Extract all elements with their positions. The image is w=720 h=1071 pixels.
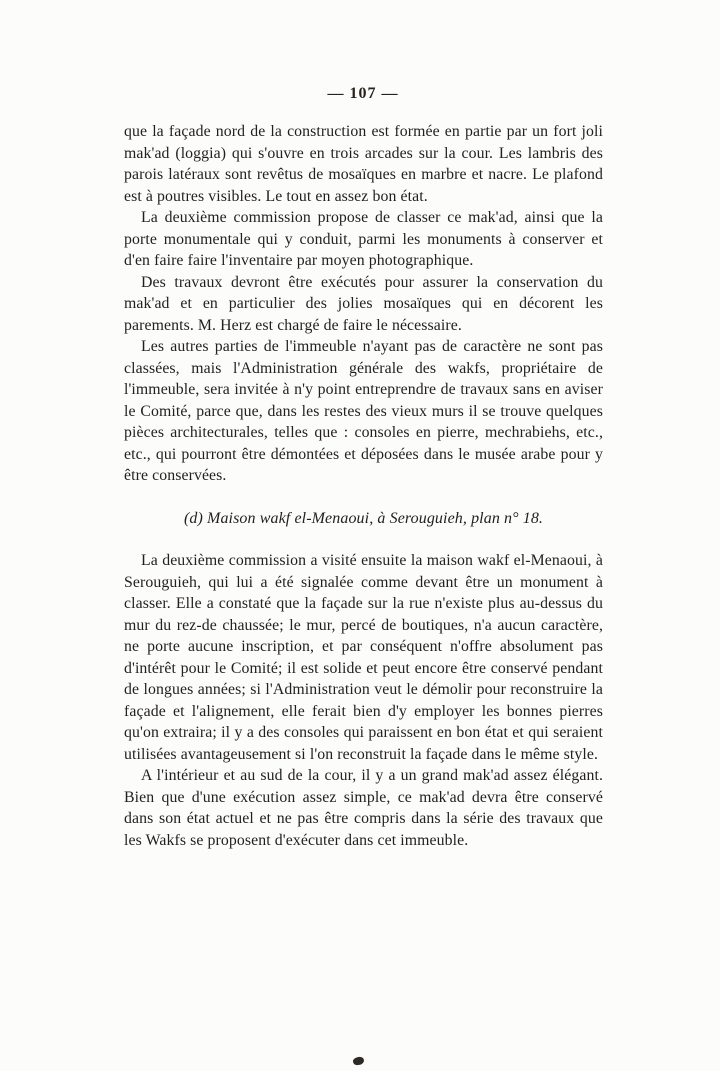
body-paragraph-4: Les autres parties de l'immeuble n'ayant pas de caractère ne sont pas classées, mais l'Administration générale des wakfs, propriétaire de l'immeuble, sera invitée à n'y point entreprendre de travaux sans en aviser le Comité, parce que, dans les restes des vieux murs il se trouve quelques pièces architecturales, telles que : consoles en pierre, mechrabiehs, etc., etc., qui pourront être démontées et déposées dans le musée arabe pour y être conservées. — [124, 338, 603, 484]
body-paragraph-2: La deuxième commission propose de classer ce mak'ad, ainsi que la porte monumentale qui y conduit, parmi les monuments à conserver et d'en faire faire l'inventaire par moyen photographique. — [124, 209, 603, 269]
body-paragraph-6: A l'intérieur et au sud de la cour, il y a un grand mak'ad assez élégant. Bien que d'une exécution assez simple, ce mak'ad devra être conservé dans son état actuel et ne pas être compris dans la série des travaux que les Wakfs se proposent d'exécuter dans cet immeuble. — [124, 767, 603, 849]
section-heading-text: Maison wakf el-Menaoui, à Serouguieh, plan n° 18. — [207, 509, 544, 527]
page-number: — 107 — — [327, 85, 399, 102]
body-paragraph-3: Des travaux devront être exécutés pour assurer la conservation du mak'ad et en particulier des jolies mosaïques qui en décorent les parements. M. Herz est chargé de faire le nécessaire. — [124, 273, 603, 334]
scan-artifact — [352, 1056, 364, 1066]
body-paragraph-1: que la façade nord de la construction est formée en partie par un fort joli mak'ad (loggia) qui s'ouvre en trois arcades sur la cour. Les lambris des parois latéraux sont revêtus de mosaïques en marbre et nacre. Le plafond est à poutres visibles. Le tout en assez bon état. — [124, 123, 603, 205]
section-heading — [124, 508, 603, 530]
body-paragraph-5: La deuxième commission a visité ensuite la maison wakf el-Menaoui, à Serouguieh, qui lui a été signalée comme devant être un monument à classer. Elle a constaté que la façade sur la rue n'existe plus au-dessus du mur du rez-de chaussée; le mur, percé de boutiques, n'a aucun caractère, ne porte aucune inscription, et par conséquent n'offre absolument pas d'intérêt pour le Comité; il est solide et peut encore être conservé pendant de longues années; si l'Administration veut le démolir pour reconstruire la façade et l'alignement, elle ferait bien d'y employer les bonnes pierres qu'on extraira; il y a des consoles qui paraissent en bon état et qui seraient utilisées avantageusement si l'on reconstruit la façade dans le même style. — [124, 552, 603, 763]
text-block — [124, 121, 603, 851]
section-heading-prefix: (d) — [183, 509, 203, 527]
